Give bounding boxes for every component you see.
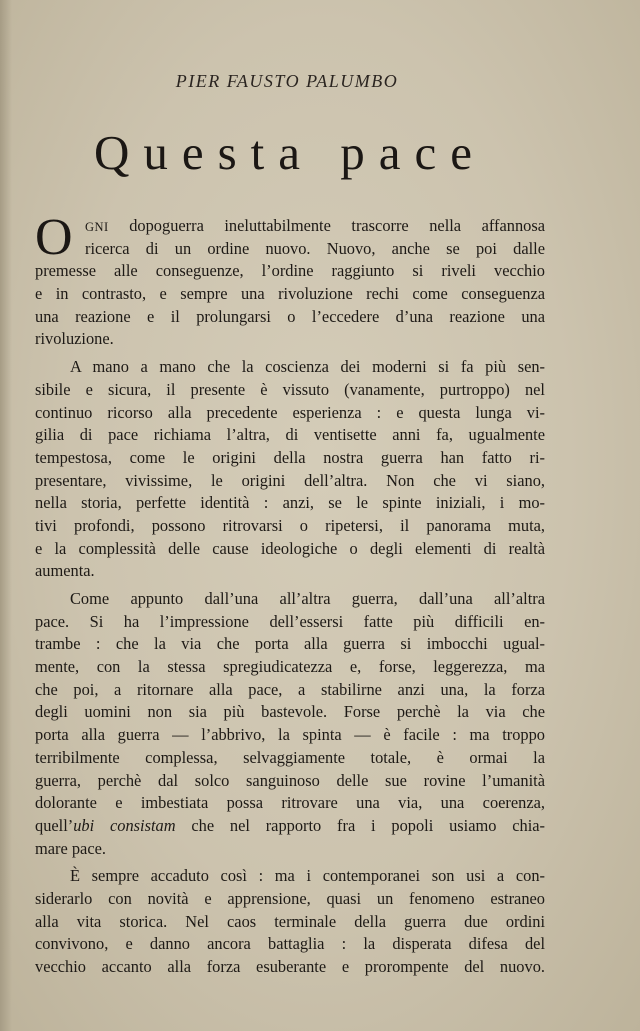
text-line: È sempre accaduto così : ma i contemporanei son usi a con- (70, 866, 545, 886)
paragraph-4 (35, 865, 545, 978)
author-name: PIER FAUSTO PALUMBO (175, 71, 399, 91)
text-line: tempestosa, come le origini della nostra guerra han fatto ri- (35, 447, 545, 467)
text-line: alla vita storica. Nel caos terminale della guerra due ordini (35, 911, 545, 931)
text-line: mare pace. (35, 838, 106, 858)
text-line: e la complessità delle cause ideologiche o degli elementi di realtà (35, 538, 545, 558)
text-line: e in contrasto, e sempre una rivoluzione rechi come conseguenza (35, 284, 545, 304)
text-line: aumenta. (35, 561, 95, 581)
text-line: dolorante e imbestiata possa ritrovare una via, una coerenza, (35, 793, 545, 813)
text-line: siderarlo con novità e apprensione, quasi un fenomeno estraneo (35, 888, 545, 908)
paragraph-1 (35, 209, 545, 351)
text-line: nella storia, perfette identità : anzi, se le spinte iniziali, i mo- (35, 493, 545, 513)
text-line: presentare, vivissime, le origini dell’altra. Non che vi siano, (35, 470, 545, 490)
text-line: convivono, e danno ancora battaglia : la disperata difesa del (35, 934, 545, 954)
text-line: che poi, a ritornare alla pace, a stabilirne anzi una, la forza (35, 679, 545, 699)
text-line: degli uomini non sia più bastevole. Forse perchè la via che (35, 702, 545, 722)
text-line: pace. Si ha l’impressione dell’essersi fatte più difficili en- (35, 611, 545, 631)
text-line: guerra, perchè dal solco sanguinoso delle sue rovine l’umanità (35, 770, 545, 790)
text-line: premesse alle conseguenze, l’ordine raggiunto si riveli vecchio (35, 261, 545, 281)
article-title: Questa pace (93, 125, 487, 180)
text-line: A mano a mano che la coscienza dei moderni si fa più sen- (70, 357, 545, 377)
text-line: Come appunto dall’una all’altra guerra, dall’una all’altra (70, 589, 545, 608)
text-line: sibile e sicura, il presente è vissuto (vanamente, purtroppo) nel (35, 379, 545, 399)
paragraph-2 (35, 356, 545, 583)
text-line: terribilmente complessa, selvaggiamente totale, è ormai la (35, 747, 545, 767)
text-line: trambe : che la via che porta alla guerra si imbocchi ugual- (35, 634, 545, 654)
article-body (35, 209, 545, 979)
drop-cap: O (35, 209, 73, 266)
text-line: una reazione e il prolungarsi o l’eccedere d’una reazione una (35, 306, 545, 326)
text-line: tivi profondi, possono ritrovarsi o ripetersi, il panorama muta, (35, 515, 545, 535)
latin-phrase: ubi consistam (73, 815, 176, 835)
text-line: vecchio accanto alla forza esuberante e prorompente del nuovo. (35, 957, 545, 976)
text-line-with-italic: quell’ubi consistam che nel rapporto fra i popoli usiamo chia- (35, 815, 545, 835)
text-line: porta alla guerra — l’abbrivo, la spinta — è facile : ma troppo (35, 725, 545, 745)
text-line: rivoluzione. (35, 329, 114, 349)
text-line: mente, con la stessa spregiudicatezza e, forse, leggerezza, ma (35, 657, 545, 677)
text-line: ricerca di un ordine nuovo. Nuovo, anche se poi dalle (85, 238, 545, 258)
paragraph-3 (35, 588, 545, 860)
text-line: gilia di pace richiama l’altra, di ventisette anni fa, ugualmente (35, 425, 545, 445)
first-word-smallcaps: GNI (85, 220, 109, 234)
text-line: GNI dopoguerra ineluttabilmente trascorre nella affannosa (85, 216, 545, 235)
text-line: continuo ricorso alla precedente esperienza : e questa lunga vi- (35, 402, 545, 422)
